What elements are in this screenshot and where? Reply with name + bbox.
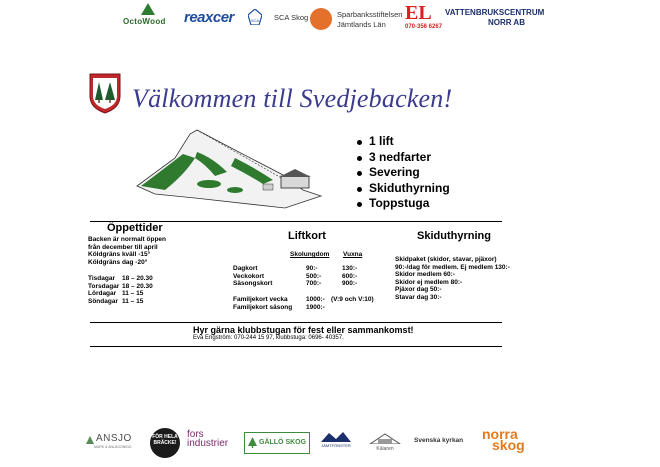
price-row	[233, 265, 357, 273]
opening-line: Köldgräns dag -20°	[88, 258, 148, 266]
liftkort-col-adult: Vuxna	[343, 251, 363, 258]
price-adult: 900:-	[342, 280, 358, 287]
rental-line: Skidor ej medlem 80:-	[395, 278, 463, 286]
jamt-house-icon	[321, 430, 351, 442]
sponsor-jamtfonster	[315, 430, 357, 452]
schedule-time: 18 – 20.30	[122, 275, 153, 282]
sponsor-reaxcer-logo: reaxcer	[184, 9, 234, 26]
fors-line1: fors	[187, 429, 204, 440]
schedule-row	[88, 298, 153, 306]
forhela-text: FÖR HELA BRÄCKE!	[152, 434, 178, 446]
vatten-line1: VATTENBRUKSCENTRUM	[445, 8, 545, 17]
family-price: 1900:-	[306, 303, 325, 311]
sparbank-logo-icon	[310, 8, 332, 30]
feature-item: 3 nedfarter	[357, 150, 450, 166]
norra-line1: norra	[482, 426, 518, 442]
sponsor-kaleren	[364, 432, 406, 452]
club-shield-icon	[88, 70, 122, 114]
sponsor-anksjo: ANSJO	[96, 433, 132, 444]
price-row	[233, 280, 357, 288]
opening-schedule	[88, 275, 153, 305]
feature-item: Severing	[357, 165, 450, 181]
family-row	[233, 296, 374, 304]
feature-item: Skiduthyrning	[357, 181, 450, 197]
divider-mid	[90, 322, 502, 323]
vatten-line2: NORR AB	[487, 18, 525, 27]
opening-info	[88, 236, 166, 266]
sponsor-anksjo-sub: MARK & ANLÄGGNING	[94, 445, 132, 449]
sponsor-svenska-kyrkan: Svenska kyrkan	[414, 437, 464, 444]
sponsor-sparbanksstiftelsen	[310, 8, 410, 32]
el-phone: 070-356 6267	[405, 24, 443, 30]
opening-line: Backen är normalt öppen	[88, 236, 167, 243]
rental-line: Pjäxor dag 50:-	[395, 286, 442, 293]
liftkort-prices	[233, 265, 357, 288]
schedule-row	[88, 275, 153, 283]
family-row	[233, 304, 374, 312]
gallo-tree-icon	[248, 437, 257, 448]
anksjo-icon	[86, 436, 94, 444]
norra-line2: skog	[492, 437, 525, 453]
skiduthyrning-info	[395, 256, 510, 301]
liftkort-heading: Liftkort	[288, 230, 326, 242]
schedule-time: 11 – 15	[122, 290, 144, 297]
schedule-day: Söndagar	[88, 297, 118, 305]
family-note: (V:9 och V:10)	[331, 296, 374, 303]
family-label: Familjekort vecka	[233, 296, 288, 303]
opening-line: Köldgräns kväll -15°	[88, 251, 151, 258]
kaleren-label: Kälaren	[376, 446, 394, 452]
fors-line2: industrier	[187, 438, 229, 449]
gallo-label: GÄLLÖ SKOG	[259, 439, 307, 446]
family-label: Familjekort säsong	[233, 303, 293, 311]
price-adult: 130:-	[342, 265, 358, 272]
price-youth: 500:-	[306, 272, 322, 280]
schedule-row	[88, 290, 153, 298]
sponsor-sca-icon	[248, 9, 262, 25]
features-list	[357, 134, 450, 212]
contact-text: Eva Engström: 070-244 15 97, klubbstuga: 0696- 40357.	[193, 335, 344, 341]
schedule-row	[88, 283, 153, 291]
ski-hill-illustration	[135, 128, 325, 210]
sponsor-gallo-skog	[244, 432, 310, 454]
schedule-day: Torsdagar	[88, 282, 120, 290]
sparbank-line2: Jämtlands Län	[337, 20, 386, 29]
price-label: Dagkort	[233, 265, 258, 272]
sponsor-octowood-logo	[123, 3, 175, 27]
page-title: Välkommen till Svedjebacken!	[132, 84, 453, 113]
schedule-time: 11 – 15	[122, 297, 144, 305]
kaleren-house-icon	[368, 432, 402, 444]
skiduthyrning-heading: Skiduthyrning	[417, 230, 491, 242]
rental-line: Skidpaket (skidor, stavar, pjäxor)	[395, 256, 497, 263]
sparbank-line1: Sparbanksstiftelsen	[337, 10, 403, 19]
divider-bottom	[90, 346, 502, 347]
sponsor-fors-industrier	[187, 430, 228, 448]
feature-item: 1 lift	[357, 134, 450, 150]
price-label: Veckokort	[233, 272, 265, 280]
el-logo-text: EL	[405, 2, 432, 24]
rental-line: Stavar dag 30:-	[395, 293, 442, 301]
sponsor-el-logo	[405, 2, 443, 32]
liftkort-col-youth: Skolungdom	[290, 251, 330, 258]
price-adult: 600:-	[342, 272, 358, 280]
family-price: 1000:-	[306, 296, 325, 303]
schedule-time: 18 – 20.30	[122, 282, 153, 290]
price-row	[233, 273, 357, 281]
sponsor-sca-mark-text: SCA	[250, 18, 260, 23]
liftkort-family	[233, 296, 374, 311]
price-youth: 90:-	[306, 265, 318, 272]
opening-heading: Öppettider	[107, 222, 163, 234]
rental-line: Skidor medlem 60:-	[395, 271, 455, 278]
sponsor-norra-skog	[482, 426, 525, 453]
feature-item: Toppstuga	[357, 196, 450, 212]
sponsor-for-hela-bracke	[150, 428, 180, 458]
rental-line: 90:-/dag för medlem. Ej medlem 130:-	[395, 263, 510, 271]
sponsor-sca-skog: SCA Skog	[274, 13, 309, 22]
jamt-label: JÄMTFÖNSTER	[321, 443, 351, 448]
schedule-day: Tisdagar	[88, 275, 115, 282]
schedule-day: Lördagar	[88, 290, 117, 297]
sponsor-vattenbrukscentrum	[445, 8, 545, 32]
tree-icon	[141, 3, 155, 15]
opening-line: från december till april	[88, 243, 158, 251]
price-label: Säsongskort	[233, 280, 273, 287]
rent-clubhouse-text: Hyr gärna klubbstugan för fest eller sammankomst!	[193, 325, 414, 335]
sponsor-octowood-label: OctoWood	[123, 17, 166, 26]
price-youth: 700:-	[306, 280, 322, 287]
